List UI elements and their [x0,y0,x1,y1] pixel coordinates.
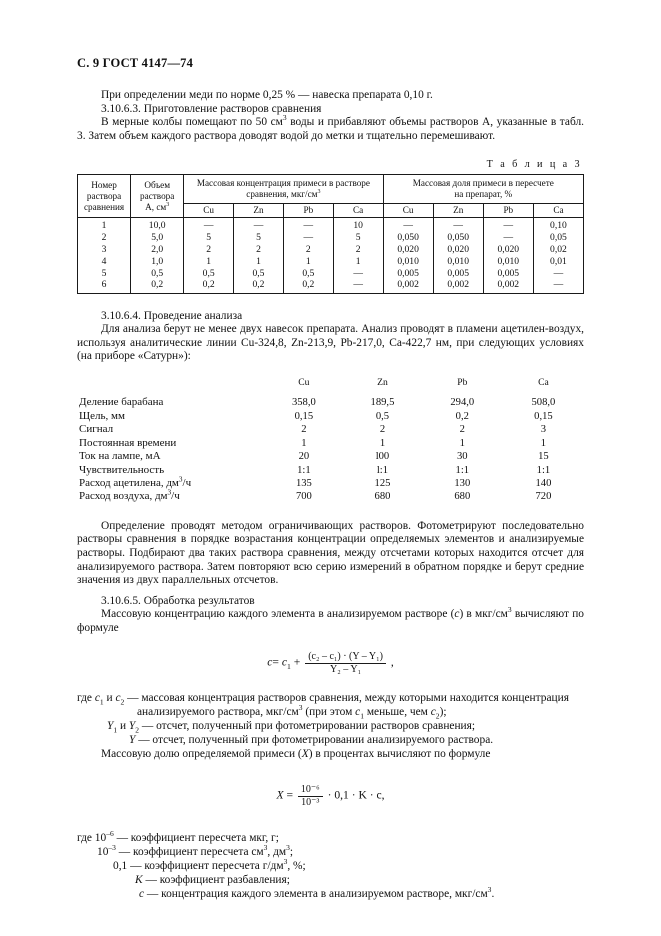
formula1-eq: = [272,656,279,670]
where2-line-c [139,887,584,901]
where2-line-0-1 [113,859,584,873]
where2-k-var: K [135,874,143,887]
cell-vol: 2,0 [131,244,184,256]
header-conc-pb: Pb [283,204,333,218]
cell-conc-ca: — [333,279,383,293]
conditions-header-cu: Cu [298,377,310,389]
table-row [78,279,584,293]
conditions-value-zn: 2 [379,424,386,436]
header-group1-l2: сравнения, мкг/см [246,189,318,200]
where2-l5-end: . [491,888,495,901]
cell-conc-pb: 0,5 [283,267,333,279]
cell-no: 4 [78,256,131,268]
cell-conc-zn: 5 [234,232,284,244]
header-group2-l1: Массовая доля примеси в пересчете [412,178,554,189]
mc-sup-3: 3 [507,605,512,615]
section-heading-3-10-6-4: 3.10.6.4. Проведение анализа [101,309,243,322]
paragraph-flask-preparation [77,113,584,143]
where1-c1: c [94,692,100,705]
cell-frac-ca: 0,02 [533,244,583,256]
conditions-body [77,396,584,503]
cell-frac-pb: 0,020 [483,244,533,256]
cell-frac-pb: — [483,218,533,232]
conditions-label-pre: Расход воздуха, дм [79,490,168,503]
mf-text-2: ) в процентах вычисляют по формуле [308,748,491,761]
conditions-value-zn: 189,5 [370,397,395,409]
cell-frac-pb: 0,002 [483,279,533,293]
where1-y: Y [129,734,136,747]
instrument-conditions-table [77,376,584,504]
where1-l2-sup: 3 [298,703,303,713]
conditions-value-zn: 680 [374,491,391,503]
flask-sup-3: 3 [282,113,287,123]
paragraph-mass-fraction-intro [77,747,584,761]
formula2-denominator: 10⁻³ [301,797,320,809]
formula1-comma: , [390,656,394,670]
where1-c2-sub: 2 [120,697,125,707]
header-solution-number-l2: раствора [86,190,122,201]
conditions-value-zn: l00 [375,451,390,463]
header-frac-ca: Ca [533,204,583,218]
cell-conc-zn: 1 [234,256,284,268]
conditions-value-cu: 0,15 [294,410,314,422]
paragraph-limiting-solutions-method: Определение проводят методом ограничивающих растворов. Фотометрируют последовательно растворы сравнения в порядке возрастания концентрации определяемых элементов и анализируемые растворы. Подбирают два таких раствора сравнения, между отсчетами которых находится отсчет для анализируемого раствора. Затем повторяют всю серию измерений в обратном порядке и берут средние значения из двух параллельных отсчетов. [77,519,584,587]
where1-y2: Y [128,720,136,733]
conditions-label-pre: Расход ацетилена, дм [79,476,179,489]
comparison-solutions-table [77,174,584,293]
conditions-value-zn: 125 [374,477,391,489]
conditions-header-row [77,376,584,396]
cell-frac-ca: — [533,267,583,279]
where1-pre: где [77,692,95,705]
cell-frac-pb: — [483,232,533,244]
where1-mid: и [103,692,116,705]
conditions-row [77,410,584,423]
header-solution-number-l3: сравнения [83,201,125,212]
conditions-value-ca: 15 [538,451,549,463]
formula2-numerator: 10⁻⁶ [298,784,323,797]
conditions-header-blank [77,376,265,396]
cell-conc-ca: — [333,267,383,279]
cell-conc-pb: 0,2 [283,279,333,293]
where2-l2-pre: 10 [97,846,109,859]
cell-vol: 1,0 [131,256,184,268]
cell-conc-ca: 10 [333,218,383,232]
cell-frac-zn: 0,002 [433,279,483,293]
cell-frac-cu: 0,010 [383,256,433,268]
where2-l2-sup: –3 [108,843,116,853]
where2-l2-sup-c: 3 [286,843,290,853]
paragraph-mass-concentration-formula-intro [77,605,584,635]
cell-conc-zn: — [234,218,284,232]
cell-conc-cu: — [184,218,234,232]
where1-y1-sub: 1 [113,725,118,735]
cell-frac-cu: 0,005 [383,267,433,279]
flask-text-2: воды и прибавляют объемы растворов А, указанные в табл. 3. Затем объем каждого раствора доводят водой до метки и тщательно перемешивают. [77,116,584,142]
conditions-value-zn: 0,5 [375,410,390,422]
where-list-formula1 [77,691,584,761]
where2-l3-sup: 3 [283,857,288,867]
header-group2-l2: на препарат, % [454,189,513,200]
header-conc-cu: Cu [184,204,234,218]
formula1-denominator: Y₂ – Y₁ [330,664,362,676]
conditions-label: Щель, мм [79,409,125,422]
conditions-row [77,396,584,409]
paragraph-analysis-procedure: Для анализа берут не менее двух навесок препарата. Анализ проводят в пламени ацетилен-воздух, используя аналитические линии Cu-324,8, Zn-213,9, Pb-217,0, Ca-422,7 нм, при следующих условиях (на приборе «Сатурн»): [77,323,584,363]
conditions-value-cu: 1 [301,437,307,449]
conditions-value-cu: 700 [295,491,312,503]
table-row [78,267,584,279]
table-row [78,232,584,244]
cell-conc-zn: 0,5 [234,267,284,279]
cell-conc-zn: 0,2 [234,279,284,293]
conditions-label [77,490,265,503]
conditions-label: Деление барабана [79,396,164,409]
where2-line-10-6 [77,831,584,845]
page-header: С. 9 ГОСТ 4147—74 [77,56,194,70]
conditions-value-ca: 720 [535,491,552,503]
where-line-analyzed-solution [137,705,584,719]
mc-text-2: ) в мкг/см [459,608,508,621]
where2-l5-sup: 3 [487,885,492,895]
where-list-formula2 [77,831,584,901]
conditions-value-cu: 20 [298,451,310,463]
cell-frac-zn: 0,005 [433,267,483,279]
conditions-row [77,450,584,463]
conditions-label-sup: 3 [167,488,172,497]
where2-l3-pre: 0,1 — коэффициент пересчета г/дм [113,860,284,873]
where2-l5-post-a: — концентрация каждого элемента в анализируемом растворе, мкг/см [144,888,488,901]
cell-vol: 5,0 [131,232,184,244]
cell-frac-cu: 0,020 [383,244,433,256]
header-group-mass-fraction [383,175,583,204]
conditions-label-sup: 3 [178,475,183,484]
conditions-value-ca: 3 [540,424,547,436]
cell-no: 3 [78,244,131,256]
where2-c-var: с [139,888,145,901]
conditions-header-ca: Ca [538,377,549,389]
where1-l2-end: ); [439,706,447,719]
conditions-value-pb: 0,2 [455,410,469,422]
where1-l2-c1: c [355,706,361,719]
conditions-value-cu: 135 [295,477,312,489]
cell-conc-pb: — [283,232,333,244]
conditions-value-pb: 130 [454,477,471,489]
header-group1-l1: Массовая концентрация примеси в растворе [196,178,370,189]
table-head [78,175,584,218]
table-body [78,218,584,293]
cell-conc-cu: 1 [184,256,234,268]
where2-l2-end: ; [289,846,294,859]
table-row [78,218,584,232]
conditions-value-cu: 1:1 [297,464,311,476]
cell-conc-ca: 1 [333,256,383,268]
mf-text-1: Массовую долю определяемой примеси ( [101,748,302,761]
cell-vol: 0,5 [131,267,184,279]
conditions-label: Сигнал [79,423,114,436]
where1-l2-c2: c [430,706,436,719]
conditions-value-ca: 1 [540,437,547,449]
where2-line-k [135,873,584,887]
table-row [78,256,584,268]
conditions-label-post: /ч [171,490,180,503]
cell-frac-ca: 0,10 [533,218,583,232]
where1-l3-mid: и [117,720,129,733]
where1-c1-sub: 1 [99,697,104,707]
where1-l3-post: — отсчет, полученный при фотометрировании растворов сравнения; [139,720,476,733]
conditions-row [77,477,584,490]
conditions-value-ca: 1:1 [536,464,551,476]
conditions-label: Ток на лампе, мА [79,450,161,463]
paragraph-norm-copper: При определении меди по норме 0,25 % — навеска препарата 0,10 г. [101,89,433,101]
where1-l2-mid: (при этом [302,706,356,719]
where1-l2-c2-sub: 2 [435,711,440,721]
header-frac-pb: Pb [483,204,533,218]
formula1-c1-sub: 1 [287,662,291,672]
where2-l3-post: , %; [287,860,306,873]
where-line-y1-y2 [107,719,584,733]
conditions-row [77,464,584,477]
conditions-value-zn: 1 [379,437,386,449]
where2-line-10-3 [97,845,584,859]
header-group-mass-concentration [184,175,383,204]
conditions-value-cu: 358,0 [291,397,316,409]
conditions-value-zn: l:1 [376,464,389,476]
where2-l2-sup-b: 3 [263,843,268,853]
conditions-label: Чувствительность [79,463,165,476]
conditions-row [77,423,584,436]
cell-frac-zn: 0,010 [433,256,483,268]
conditions-value-pb: 680 [454,491,471,503]
mf-var-x: X [301,748,309,761]
page-content [77,56,584,901]
table-header-row-groups [78,175,584,204]
conditions-label: Постоянная времени [79,436,177,449]
formula1-numerator: (c₂ – c₁) · (Y – Y₁) [305,651,386,664]
conditions-row [77,437,584,450]
header-solution-volume-l2: раствора [140,190,175,201]
cell-frac-zn: 0,050 [433,232,483,244]
mc-text-1: Массовую концентрацию каждого элемента в анализируемом растворе ( [101,608,455,621]
section-heading-3-10-6-3: 3.10.6.3. Приготовление растворов сравнения [101,102,322,115]
cell-conc-zn: 2 [234,244,284,256]
where1-l4-post: — отсчет, полученный при фотометрировании анализируемого раствора. [135,734,494,747]
where2-l2-post-b: , дм [267,846,287,859]
header-conc-zn: Zn [234,204,284,218]
formula-concentration [77,651,584,675]
cell-conc-cu: 5 [184,232,234,244]
formula2-lhs: X [276,789,284,803]
cell-frac-pb: 0,005 [483,267,533,279]
cell-frac-pb: 0,010 [483,256,533,268]
conditions-label-post: /ч [182,476,192,489]
where1-post: — массовая концентрация растворов сравнения, между которыми находится концентрация [124,692,569,705]
cell-frac-zn: 0,020 [433,244,483,256]
cell-frac-ca: — [533,279,583,293]
cell-frac-ca: 0,05 [533,232,583,244]
formula1-c1: c [281,656,288,670]
cell-frac-cu: 0,050 [383,232,433,244]
where1-c2: c [115,692,121,705]
cell-conc-cu: 0,5 [184,267,234,279]
header-solution-volume-sup: 3 [166,201,170,208]
where1-y1: Y [107,720,114,733]
cell-conc-pb: — [283,218,333,232]
header-conc-ca: Ca [333,204,383,218]
formula2-tail: · 0,1 · K · c, [327,789,385,803]
where2-l4-post: — коэффициент разбавления; [142,874,290,887]
conditions-value-pb: 30 [457,451,468,463]
cell-conc-cu: 0,2 [184,279,234,293]
conditions-value-pb: 1 [459,437,465,449]
where-line-y [129,733,584,747]
header-frac-cu: Cu [383,204,433,218]
where2-l1-pre: где 10 [77,832,107,845]
header-solution-volume [131,175,184,218]
where2-l1-sup: –6 [106,829,114,839]
header-solution-number-l1: Номер [91,179,117,190]
cell-frac-ca: 0,01 [533,256,583,268]
mc-text-3: вычисляют по формуле [77,608,584,634]
formula1-lhs: c [267,656,273,670]
conditions-value-pb: 294,0 [450,397,475,409]
header-solution-volume-l3: А, см [145,201,167,212]
conditions-head [77,376,584,396]
conditions-value-pb: 2 [459,424,465,436]
formula2-fraction [298,784,323,808]
where1-y2-sub: 2 [135,725,140,735]
conditions-row [77,490,584,503]
conditions-header-zn: Zn [377,377,388,389]
cell-vol: 10,0 [131,218,184,232]
cell-no: 2 [78,232,131,244]
header-frac-zn: Zn [433,204,483,218]
section-heading-3-10-6-5: 3.10.6.5. Обработка результатов [101,594,255,607]
where2-l2-post-a: — коэффициент пересчета см [115,846,264,859]
conditions-header-pb: Pb [457,377,468,389]
header-group1-sup: 3 [317,189,321,196]
formula-mass-fraction [77,784,584,808]
cell-conc-ca: 2 [333,244,383,256]
formula1-fraction [305,651,386,675]
cell-vol: 0,2 [131,279,184,293]
cell-conc-pb: 1 [283,256,333,268]
where1-l2-pre: анализируемого раствора, мкг/см [137,706,299,719]
cell-conc-ca: 5 [333,232,383,244]
cell-no: 5 [78,267,131,279]
cell-no: 6 [78,279,131,293]
conditions-value-ca: 140 [535,477,552,489]
header-solution-volume-l1: Объем [144,179,171,190]
cell-no: 1 [78,218,131,232]
conditions-value-cu: 2 [301,424,307,436]
where1-l2-post: меньше, чем [363,706,431,719]
table-caption: Т а б л и ц а 3 [486,159,582,171]
cell-frac-cu: 0,002 [383,279,433,293]
conditions-value-ca: 508,0 [531,397,556,409]
cell-frac-cu: — [383,218,433,232]
cell-conc-pb: 2 [283,244,333,256]
flask-text-1: В мерные колбы помещают по 50 см [101,116,283,129]
where1-l2-c1-sub: 1 [360,711,364,721]
where2-l1-post: — коэффициент пересчета мкг, г; [113,832,279,845]
cell-conc-cu: 2 [184,244,234,256]
formula2-eq: = [286,789,293,803]
cell-frac-zn: — [433,218,483,232]
mc-var-c: с [454,608,460,621]
formula1-plus: + [293,656,301,670]
conditions-value-ca: 0,15 [534,410,553,422]
table-row [78,244,584,256]
header-solution-number [78,175,131,218]
where-line-c1-c2 [77,691,584,705]
conditions-value-pb: 1:1 [455,464,470,476]
